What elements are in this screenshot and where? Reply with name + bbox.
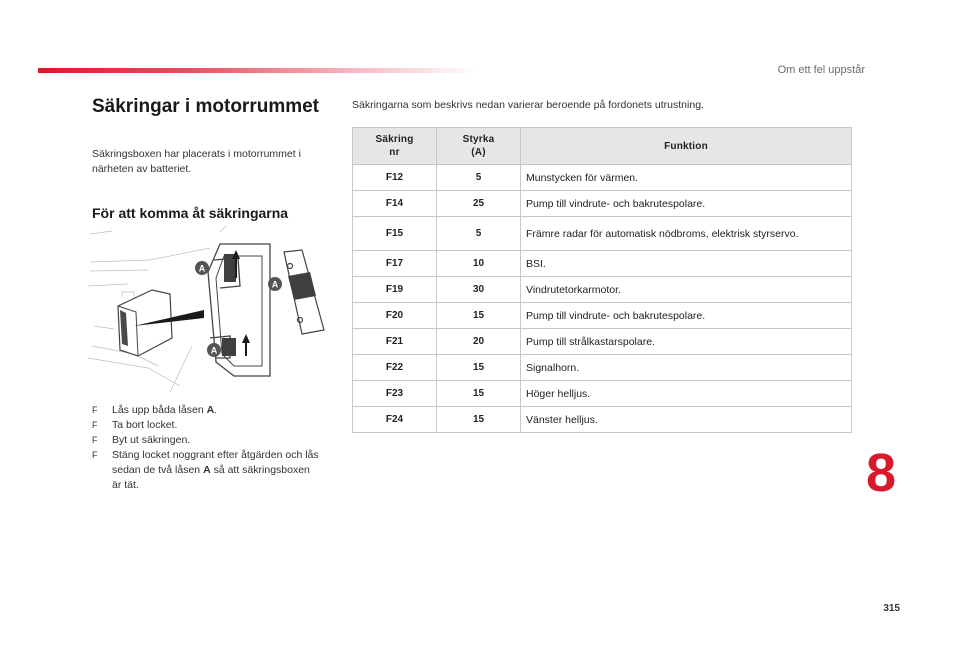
step-bullet: F [92,435,98,445]
page-number: 315 [883,603,900,614]
fuse-rating: 15 [437,303,521,329]
fuse-number: F21 [353,329,437,355]
fuse-number: F20 [353,303,437,329]
table-row [353,355,852,381]
fuse-box-shape [118,290,172,356]
step-bullet: F [92,420,98,430]
table-row [353,407,852,433]
fuse-function: Vänster helljus. [521,407,852,433]
section-title: Säkringar i motorrummet [92,96,319,117]
callout-a-top [195,261,209,275]
callout-a-right [268,277,282,291]
callout-a-bottom [207,343,221,357]
table-header-row [353,128,852,165]
table-row [353,165,852,191]
instruction-steps [92,403,322,493]
table-row [353,217,852,251]
table-intro: Säkringarna som beskrivs nedan varierar beroende på fordonets utrustning. [352,99,704,111]
fuse-function: BSI. [521,251,852,277]
fuse-function: Främre radar för automatisk nödbroms, elektrisk styrservo. [521,217,852,251]
col-header-rating: Styrka (A) [437,128,521,165]
lock-reference: A [206,404,215,416]
fuse-rating: 15 [437,355,521,381]
fuse-function: Pump till vindrute- och bakrutespolare. [521,303,852,329]
table-row [353,277,852,303]
fuse-table [352,127,852,433]
instruction-step: F Lås upp båda låsen A. [92,404,218,416]
instruction-step: F Stäng locket noggrant efter åtgärden och lås sedan de två låsen A så att säkringsboxen är tät. [92,449,319,491]
fuse-function: Signalhorn. [521,355,852,381]
step-bullet: F [92,450,98,460]
lock-part [284,250,324,334]
table-row [353,329,852,355]
fuse-number: F17 [353,251,437,277]
lock-reference: A [203,464,211,476]
col-header-function: Funktion [521,128,852,165]
fuse-number: F15 [353,217,437,251]
fuse-number: F19 [353,277,437,303]
fuse-rating: 20 [437,329,521,355]
fuse-number: F12 [353,165,437,191]
fuse-number: F24 [353,407,437,433]
fuse-function: Pump till strålkastarspolare. [521,329,852,355]
fuse-rating: 30 [437,277,521,303]
fuse-function: Pump till vindrute- och bakrutespolare. [521,191,852,217]
chapter-number: 8 [866,443,897,503]
table-row [353,191,852,217]
svg-text:A: A [198,263,206,274]
instruction-step: F Ta bort locket. [92,419,178,431]
table-row [353,381,852,407]
fuse-rating: 25 [437,191,521,217]
subsection-title: För att komma åt säkringarna [92,205,289,221]
intro-text: Säkringsboxen har placerats i motorrummet i närheten av batteriet. [92,148,301,175]
chapter-title: Om ett fel uppstår [777,64,865,76]
step-bullet: F [92,405,98,415]
fuse-box-illustration [88,226,328,394]
table-row [353,251,852,277]
fuse-function: Munstycken för värmen. [521,165,852,191]
chapter-accent-bar [38,68,478,73]
fuse-number: F22 [353,355,437,381]
table-row [353,303,852,329]
fuse-rating: 15 [437,407,521,433]
col-header-fuse: Säkring nr [353,128,437,165]
fuse-number: F14 [353,191,437,217]
fuse-rating: 15 [437,381,521,407]
svg-text:A: A [271,279,279,290]
fuse-rating: 5 [437,165,521,191]
fuse-rating: 10 [437,251,521,277]
fuse-box-lid [208,244,270,376]
svg-text:A: A [210,345,218,356]
fuse-rating: 5 [437,217,521,251]
instruction-step: F Byt ut säkringen. [92,434,191,446]
fuse-function: Vindrutetorkarmotor. [521,277,852,303]
fuse-function: Höger helljus. [521,381,852,407]
fuse-number: F23 [353,381,437,407]
